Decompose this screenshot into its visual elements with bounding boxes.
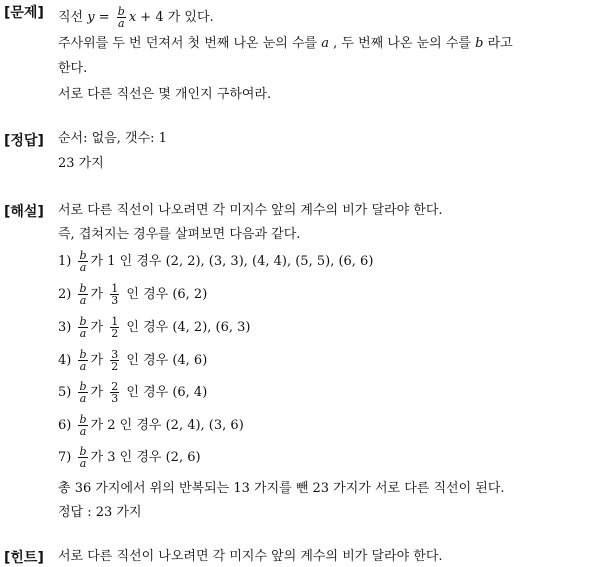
case-value: 1: [107, 254, 116, 269]
problem-tag: [문제]: [4, 5, 44, 21]
problem-line2-post: 라고: [483, 36, 513, 51]
solution-intro-2: 즉, 겹쳐지는 경우를 살펴보면 다음과 같다.: [58, 227, 301, 242]
case-ratio-fraction: [78, 414, 87, 437]
problem-line-2: [58, 35, 513, 53]
case-ratio-fraction: [78, 283, 87, 306]
case-value-numerator: 1: [111, 282, 119, 295]
problem-line2-pre: 주사위를 두 번 던져서 첫 번째 나온 눈의 수를: [58, 36, 322, 51]
case-value: 2: [107, 418, 116, 433]
case-ratio-denominator: a: [79, 360, 87, 373]
case-index: 5): [58, 385, 72, 400]
case-ratio-denominator: a: [79, 425, 87, 438]
problem-line1-pre: 직선: [58, 10, 88, 25]
case-pairs: 인 경우 (4, 6): [126, 353, 208, 368]
case-value-denominator: 2: [111, 327, 119, 340]
case-index: 3): [58, 320, 72, 335]
case-ratio-fraction: [78, 381, 87, 404]
case-ratio-numerator: b: [79, 380, 87, 393]
case-index: 6): [58, 418, 72, 433]
case-value-denominator: 2: [111, 360, 119, 373]
case-value-denominator: 3: [111, 392, 119, 405]
answer-tag: [정답]: [4, 133, 44, 149]
problem-line-1: [58, 6, 214, 29]
case-ratio-denominator: a: [79, 261, 87, 274]
case-ratio-fraction: [78, 349, 87, 372]
case-value-fraction: [110, 283, 119, 306]
problem-line2-mid: , 두 번째 나온 눈의 수를: [329, 36, 476, 51]
answer-line-1: 순서: 없음, 갯수: 1: [58, 131, 167, 146]
case-ga: 가: [90, 450, 104, 465]
problem-line-3: 한다.: [58, 61, 88, 76]
case-ratio-numerator: b: [79, 413, 87, 426]
solution-case-row: [58, 446, 201, 469]
case-value-fraction: [110, 381, 119, 404]
solution-case-row: [58, 381, 207, 404]
case-pairs: 인 경우 (6, 4): [126, 385, 208, 400]
solution-case-row: [58, 283, 207, 306]
var-a: a: [321, 36, 330, 51]
case-value-numerator: 1: [111, 315, 119, 328]
problem-line-4: 서로 다른 직선은 몇 개인지 구하여라.: [58, 87, 272, 102]
slope-numerator: b: [117, 5, 125, 18]
hint-tag: [힌트]: [4, 550, 44, 566]
case-ga: 가: [90, 287, 104, 302]
case-ga: 가: [90, 320, 104, 335]
case-ga: 가: [90, 353, 104, 368]
case-ratio-denominator: a: [79, 457, 87, 470]
solution-tag: [해설]: [4, 204, 44, 220]
problem-eq-sign: =: [94, 10, 114, 25]
solution-case-row: [58, 316, 250, 339]
slope-denominator: a: [118, 17, 125, 30]
solution-case-row: [58, 414, 244, 437]
solution-case-row: [58, 349, 207, 372]
case-ga: 가: [90, 418, 104, 433]
problem-line1-post: 가 있다.: [163, 10, 214, 25]
solution-summary: 총 36 가지에서 위의 반복되는 13 가지를 뺀 23 가지가 서로 다른 직선이 된다.: [58, 481, 505, 496]
case-ratio-denominator: a: [79, 392, 87, 405]
case-ratio-numerator: b: [79, 249, 87, 262]
case-value-denominator: 3: [111, 294, 119, 307]
case-pairs: 인 경우 (6, 2): [126, 287, 208, 302]
case-ratio-denominator: a: [79, 294, 87, 307]
problem-intercept: + 4: [136, 10, 164, 25]
case-ratio-numerator: b: [79, 282, 87, 295]
case-value-numerator: 3: [111, 348, 119, 361]
case-value-numerator: 2: [111, 380, 119, 393]
case-pairs: 인 경우 (2, 2), (3, 3), (4, 4), (5, 5), (6, 6): [119, 254, 374, 269]
case-ga: 가: [90, 385, 104, 400]
case-index: 7): [58, 450, 72, 465]
case-ratio-fraction: [78, 316, 87, 339]
case-ratio-numerator: b: [79, 315, 87, 328]
solution-final: 정답 : 23 가지: [58, 505, 142, 520]
case-ga: 가: [90, 254, 104, 269]
answer-line-2: 23 가지: [58, 156, 104, 171]
solution-intro-1: 서로 다른 직선이 나오려면 각 미지수 앞의 계수의 비가 달라야 한다.: [58, 203, 443, 218]
case-ratio-denominator: a: [79, 327, 87, 340]
case-pairs: 인 경우 (2, 6): [119, 450, 201, 465]
case-ratio-numerator: b: [79, 348, 87, 361]
case-index: 2): [58, 287, 72, 302]
case-value-fraction: [110, 349, 119, 372]
case-value-fraction: [110, 316, 119, 339]
case-index: 1): [58, 254, 72, 269]
var-y: y: [87, 10, 95, 25]
slope-fraction: [117, 6, 126, 29]
var-x: x: [128, 10, 137, 25]
case-index: 4): [58, 353, 72, 368]
case-ratio-fraction: [78, 446, 87, 469]
case-value: 3: [107, 450, 116, 465]
case-pairs: 인 경우 (4, 2), (6, 3): [126, 320, 251, 335]
case-ratio-numerator: b: [79, 445, 87, 458]
case-ratio-fraction: [78, 250, 87, 273]
solution-case-row: [58, 250, 373, 273]
case-pairs: 인 경우 (2, 4), (3, 6): [119, 418, 244, 433]
var-b: b: [475, 36, 484, 51]
hint-line-1: 서로 다른 직선이 나오려면 각 미지수 앞의 계수의 비가 달라야 한다.: [58, 549, 443, 564]
